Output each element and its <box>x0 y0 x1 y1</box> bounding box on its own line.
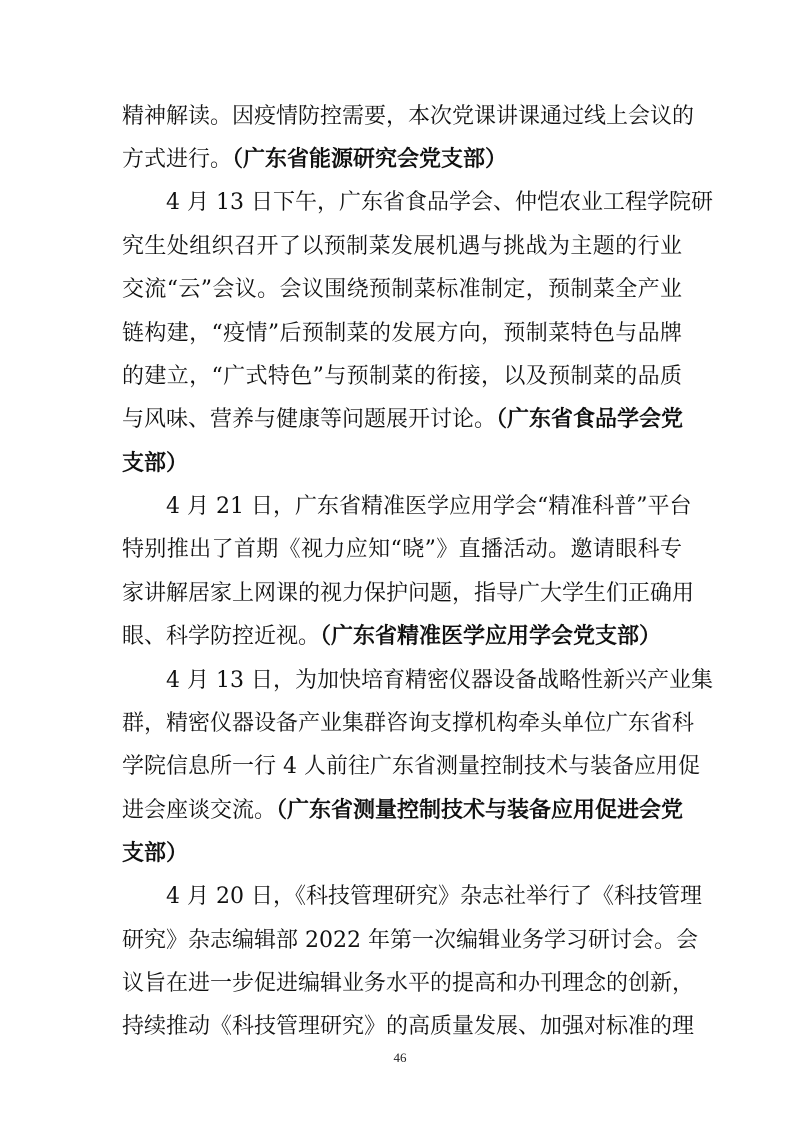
text-line: 学院信息所一行 4 人前往广东省测量控制技术与装备应用促 <box>122 754 700 779</box>
text-line <box>122 834 682 874</box>
org-attribution: 支部） <box>122 841 189 866</box>
text-line: 进会座谈交流。（广东省测量控制技术与装备应用促进会党 <box>122 798 684 823</box>
text-line: 家讲解居家上网课的视力保护问题，指导广大学生们正确用 <box>122 581 695 606</box>
org-attribution: （广东省能源研究会党支部） <box>232 147 508 172</box>
text-line: 眼、科学防控近视。（广东省精准医学应用学会党支部） <box>122 624 662 649</box>
org-attribution: （广东省测量控制技术与装备应用促进会党 <box>276 798 684 823</box>
text-line: 的建立，“广式特色”与预制菜的衔接，以及预制菜的品质 <box>122 364 682 389</box>
text-line: 议旨在进一步促进编辑业务水平的提高和办刊理念的创新， <box>122 971 695 996</box>
text-line: 链构建，“疫情”后预制菜的发展方向，预制菜特色与品牌 <box>122 321 682 346</box>
text-line: 方式进行。（广东省能源研究会党支部） <box>122 147 508 172</box>
text-line: 究生处组织召开了以预制菜发展机遇与挑战为主题的行业 <box>122 234 682 259</box>
paragraph-first-line: 4 月 13 日，为加快培育精密仪器设备战略性新兴产业集 <box>166 668 713 693</box>
text-line <box>122 444 682 484</box>
text-line: 群，精密仪器设备产业集群咨询支撑机构牵头单位广东省科 <box>122 711 695 736</box>
paragraph-first-line: 4 月 20 日，《科技管理研究》杂志社举行了《科技管理 <box>166 884 702 909</box>
text-line: 精神解读。因疫情防控需要，本次党课讲课通过线上会议的 <box>122 104 695 129</box>
page-number: 46 <box>393 1050 407 1065</box>
text-line: 交流“云”会议。会议围绕预制菜标准制定，预制菜全产业 <box>122 277 682 302</box>
org-attribution: （广东省食品学会党 <box>496 407 684 432</box>
org-attribution: 支部） <box>122 451 189 476</box>
text-line: 特别推出了首期《视力应知“晓”》直播活动。邀请眼科专 <box>122 537 682 562</box>
org-attribution: （广东省精准医学应用学会党支部） <box>320 624 662 649</box>
paragraph-first-line: 4 月 21 日，广东省精准医学应用学会“精准科普”平台 <box>166 494 692 519</box>
paragraph-first-line: 4 月 13 日下午，广东省食品学会、仲恺农业工程学院研 <box>166 190 713 215</box>
text-line: 持续推动《科技管理研究》的高质量发展、加强对标准的理 <box>122 1014 695 1039</box>
text-line: 研究》杂志编辑部 2022 年第一次编辑业务学习研讨会。会 <box>122 928 698 953</box>
text-line: 与风味、营养与健康等问题展开讨论。（广东省食品学会党 <box>122 407 684 432</box>
